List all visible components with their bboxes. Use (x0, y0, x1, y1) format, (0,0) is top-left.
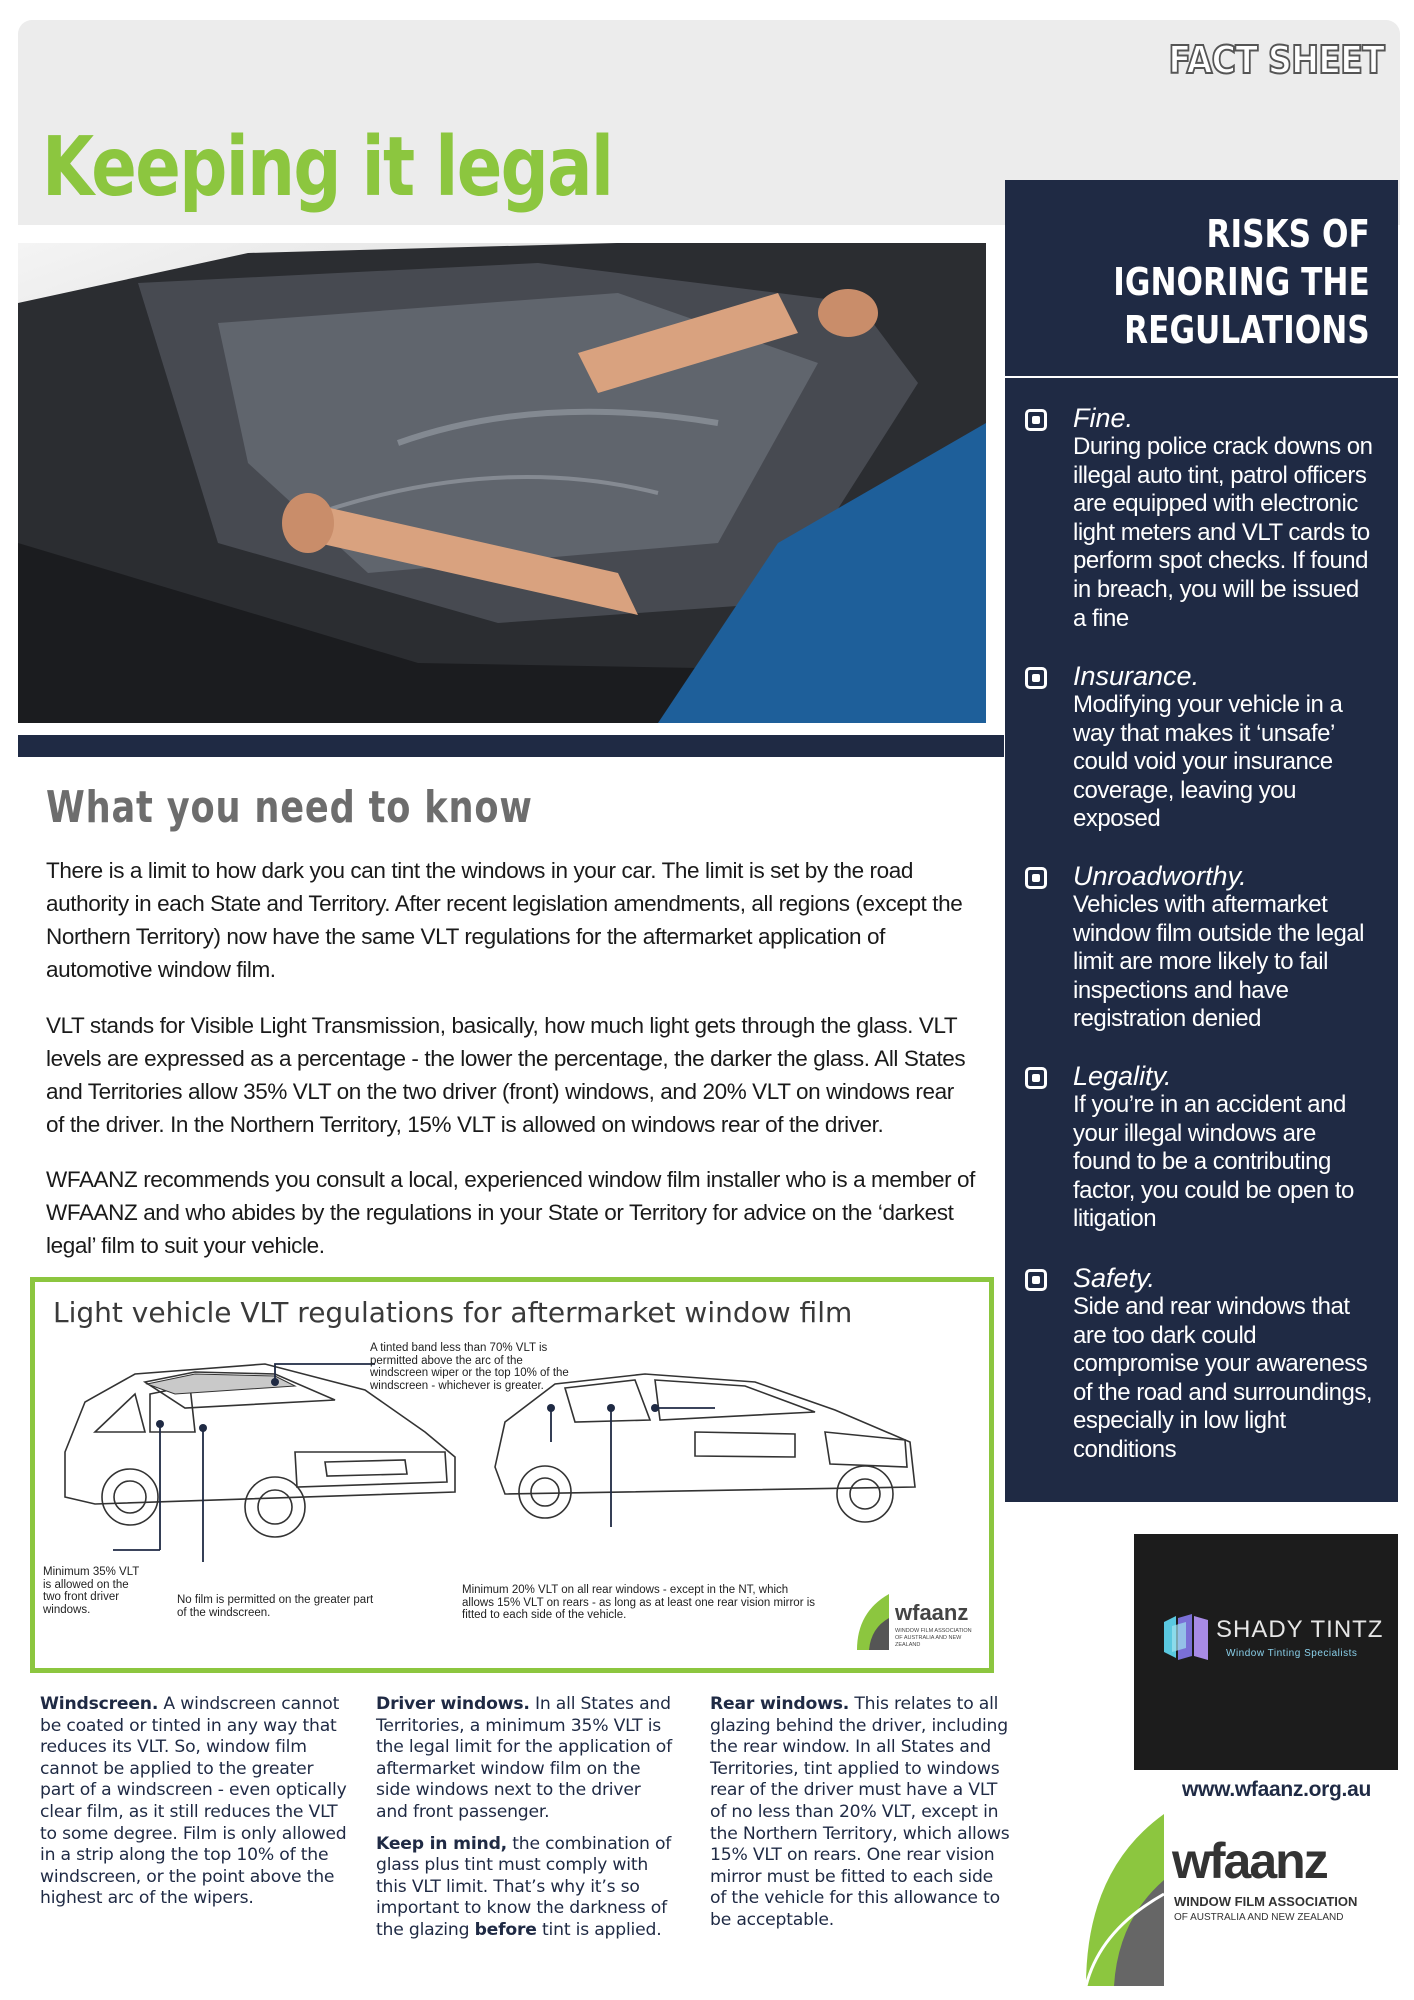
note-rear-windows: Minimum 20% VLT on all rear windows - except in the NT, which allows 15% VLT on rears - as long as at least one rear vision mirror is fitted to each side of the vehicle. (462, 1584, 816, 1621)
shady-tintz-name: SHADY TINTZ (1216, 1616, 1384, 1643)
column-driver (376, 1694, 676, 1942)
sidebar-title-line: REGULATIONS (1124, 308, 1370, 352)
wfaanz-logo-line1: WINDOW FILM ASSOCIATION (1174, 1894, 1358, 1909)
square-bullet-icon (1025, 409, 1047, 431)
column-text: This relates to all glazing behind the driver, including the rear window. In all States and Territories, tint applied to windows rear of the driver must have a VLT of no less than 20% VLT, except in the Northern Territory, which allows 15% VLT on rears. One rear vision mirror must be fitted to each side of the vehicle for this allowance to be acceptable. (710, 1694, 1010, 1930)
column-windscreen (40, 1694, 350, 1910)
page-title: Keeping it legal (42, 120, 613, 215)
risk-body: During police crack downs on illegal auto tint, patrol officers are equipped with electronic light meters and VLT cards to perform spot checks. If found in breach, you will be issued a fine (1073, 433, 1373, 632)
risk-title: Insurance. (1073, 661, 1200, 691)
column-lead: Driver windows. (376, 1694, 530, 1714)
square-bullet-icon (1025, 867, 1047, 889)
sidebar-title (1114, 210, 1370, 354)
website-link[interactable]: www.wfaanz.org.au (1182, 1778, 1371, 1801)
risk-title: Safety. (1073, 1263, 1156, 1293)
body-paragraph: VLT stands for Visible Light Transmission, basically, how much light gets through the glass. VLT levels are expressed as a percentage - the lower the percentage, the darker the glass. All States and Territories allow 35% VLT on the two driver (front) windows, and 20% VLT on windows rear of the driver. In the Northern Territory, 15% VLT is allowed on windows rear of the driver. (46, 1013, 966, 1137)
square-bullet-icon (1025, 1269, 1047, 1291)
risk-title: Legality. (1073, 1061, 1172, 1091)
risk-body: Modifying your vehicle in a way that makes it ‘unsafe’ could void your insurance coverage, leaving you exposed (1073, 691, 1343, 833)
note-windscreen: No film is permitted on the greater part of the windscreen. (177, 1594, 374, 1619)
sidebar-title-line: RISKS OF (1206, 212, 1370, 256)
wfaanz-logo-subtitle: WINDOW FILM ASSOCIATION OF AUSTRALIA AND NEW ZEALAND (895, 1628, 972, 1648)
risk-body: Vehicles with aftermarket window film outside the legal limit are more likely to fail inspections and have registration denied (1073, 891, 1364, 1033)
risk-body: If you’re in an accident and your illegal windows are found to be a contributing factor, you could be open to litigation (1073, 1091, 1354, 1233)
risks-sidebar (1005, 180, 1398, 1502)
wfaanz-logo-text: wfaanz (895, 1600, 969, 1625)
hero-divider-strip (18, 735, 1004, 757)
column-lead: Rear windows. (710, 1694, 850, 1714)
note-tinted-band: A tinted band less than 70% VLT is permitted above the arc of the windscreen wiper or the top 10% of the windscreen - whichever is greater. (370, 1342, 569, 1392)
column-lead: Windscreen. (40, 1694, 159, 1714)
column-text: the combination of glass plus tint must comply with this VLT limit. That’s why it’s so important to know the darkness of the glazing (376, 1833, 672, 1940)
column-lead: Keep in mind, (376, 1833, 507, 1854)
wfaanz-logo-icon (1080, 1810, 1170, 1990)
column-text: tint is applied. (536, 1919, 662, 1940)
fact-sheet-badge: FACT SHEET (1168, 38, 1384, 82)
diagram-title: Light vehicle VLT regulations for aftermarket window film (53, 1296, 853, 1329)
section-title: What you need to know (46, 782, 533, 833)
sidebar-title-line: IGNORING THE (1113, 260, 1370, 304)
wfaanz-logo-text: wfaanz (1172, 1833, 1327, 1889)
vlt-diagram (30, 1277, 994, 1673)
column-text: A windscreen cannot be coated or tinted in any way that reduces its VLT. So, window film cannot be applied to the greater part of a windscreen - even optically clear film, as it still reduces the VLT to some degree. Film is only allowed in a strip along the top 10% of the windscreen, or the point above the highest arc of the wipers. (40, 1694, 347, 1909)
square-bullet-icon (1025, 667, 1047, 689)
hero-photo (18, 243, 986, 723)
shady-tintz-sponsor (1134, 1534, 1398, 1770)
shady-tintz-tagline: Window Tinting Specialists (1226, 1648, 1358, 1659)
risk-title: Fine. (1073, 403, 1134, 433)
risk-body: Side and rear windows that are too dark could compromise your awareness of the road and surroundings, especially in low light conditions (1073, 1293, 1373, 1463)
body-paragraph: WFAANZ recommends you consult a local, experienced window film installer who is a member of WFAANZ and who abides by the regulations in your State or Territory for advice on the ‘darkest legal’ film to suit your vehicle. (46, 1167, 975, 1258)
column-emphasis: before (474, 1919, 537, 1940)
wfaanz-logo (1080, 1810, 1400, 1990)
wfaanz-logo-small (853, 1592, 973, 1652)
risk-title: Unroadworthy. (1073, 861, 1247, 891)
body-paragraph: There is a limit to how dark you can tint the windows in your car. The limit is set by the road authority in each State and Territory. After recent legislation amendments, all regions (except the Northern Territory) now have the same VLT regulations for the aftermarket application of automotive window film. (46, 858, 963, 982)
column-rear (710, 1694, 1010, 1932)
square-bullet-icon (1025, 1067, 1047, 1089)
column-text: In all States and Territories, a minimum 35% VLT is the legal limit for the application of aftermarket window film on the side windows next to the driver and front passenger. (376, 1694, 672, 1822)
shady-tintz-logo-icon (1162, 1612, 1218, 1662)
sidebar-divider (1005, 376, 1398, 378)
note-front-windows: Minimum 35% VLT is allowed on the two front driver windows. (43, 1566, 140, 1616)
wfaanz-logo-line2: OF AUSTRALIA AND NEW ZEALAND (1174, 1912, 1344, 1923)
